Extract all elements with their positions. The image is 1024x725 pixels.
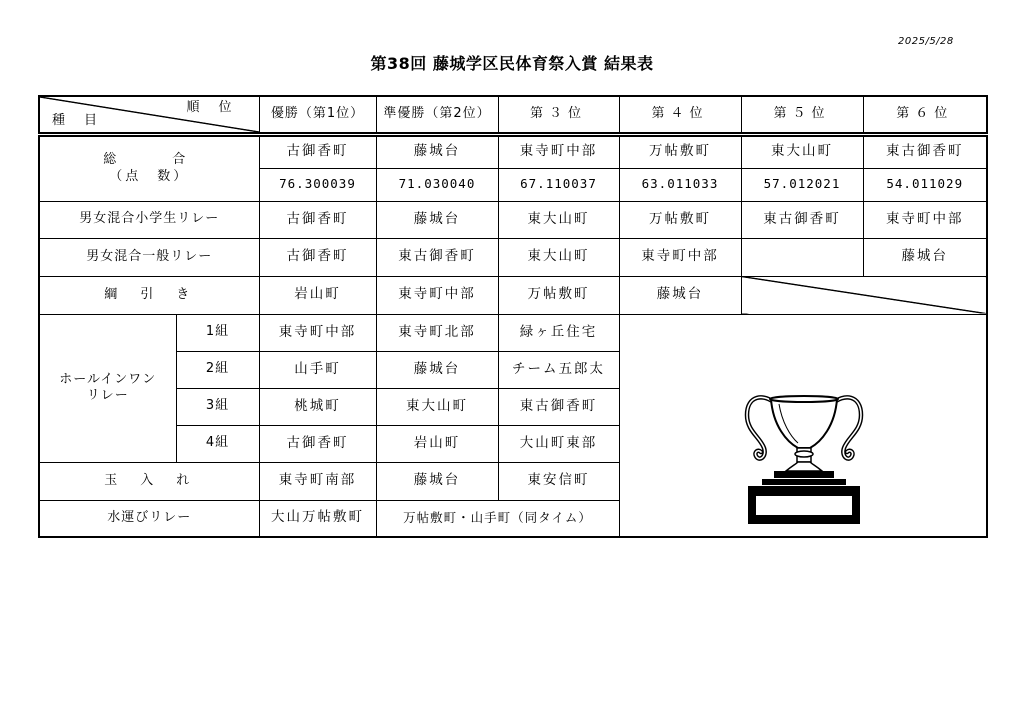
trophy-rim xyxy=(770,396,838,402)
hole-in-one-group-3-place-2: 東大山町 xyxy=(376,388,498,425)
elementary-relay-place-1: 古御香町 xyxy=(259,201,376,238)
water-relay-tie-note: 万帖敷町・山手町（同タイム） xyxy=(376,500,619,537)
overall-score-5: 57.012021 xyxy=(741,168,863,201)
tug-of-war-place-4: 藤城台 xyxy=(619,276,741,314)
overall-team-1: 古御香町 xyxy=(259,134,376,168)
water-relay-place-1: 大山万帖敷町 xyxy=(259,500,376,537)
tug-of-war-blank-cell xyxy=(741,276,987,314)
elementary-relay-row xyxy=(39,201,987,238)
tug-of-war-label: 綱 引 き xyxy=(39,276,259,314)
header-row xyxy=(39,96,987,134)
header-corner-cell xyxy=(39,96,259,134)
tug-of-war-place-1: 岩山町 xyxy=(259,276,376,314)
overall-score-2: 71.030040 xyxy=(376,168,498,201)
hole-in-one-group-2-label: 2組 xyxy=(176,351,259,388)
general-relay-place-1: 古御香町 xyxy=(259,238,376,276)
event-row-label: 種 目 xyxy=(52,112,101,128)
overall-score-6: 54.011029 xyxy=(863,168,987,201)
trophy-cell xyxy=(619,314,987,537)
general-relay-place-4: 東寺町中部 xyxy=(619,238,741,276)
trophy-cup xyxy=(771,399,837,448)
elementary-relay-label: 男女混合小学生リレー xyxy=(39,201,259,238)
elementary-relay-place-5: 東古御香町 xyxy=(741,201,863,238)
trophy-illustration xyxy=(738,382,868,527)
overall-team-2: 藤城台 xyxy=(376,134,498,168)
hole-in-one-group-2-place-2: 藤城台 xyxy=(376,351,498,388)
hole-in-one-group-4-label: 4組 xyxy=(176,425,259,462)
hole-in-one-relay-label-line2: リレー xyxy=(86,388,129,403)
tug-of-war-place-3: 万帖敷町 xyxy=(498,276,619,314)
trophy-base-plate-bottom xyxy=(762,479,846,485)
header-place-6: 第６位 xyxy=(863,96,987,134)
hole-in-one-relay-group-1-row xyxy=(39,314,987,351)
elementary-relay-place-6: 東寺町中部 xyxy=(863,201,987,238)
overall-team-3: 東寺町中部 xyxy=(498,134,619,168)
hole-in-one-group-4-place-2: 岩山町 xyxy=(376,425,498,462)
elementary-relay-place-4: 万帖敷町 xyxy=(619,201,741,238)
trophy-base-plate-top xyxy=(774,471,834,478)
hole-in-one-group-3-place-1: 桃城町 xyxy=(259,388,376,425)
header-place-4: 第４位 xyxy=(619,96,741,134)
overall-team-6: 東古御香町 xyxy=(863,134,987,168)
overall-score-4: 63.011033 xyxy=(619,168,741,201)
hole-in-one-relay-label-cell xyxy=(39,314,176,462)
hole-in-one-group-1-place-1: 東寺町中部 xyxy=(259,314,376,351)
hole-in-one-group-1-place-2: 東寺町北部 xyxy=(376,314,498,351)
overall-score-1: 76.300039 xyxy=(259,168,376,201)
hole-in-one-relay-label-line1: ホールインワン xyxy=(59,371,157,387)
page-title: 第38回 藤城学区民体育祭入賞 結果表 xyxy=(370,54,654,73)
general-relay-place-5-empty xyxy=(741,238,863,276)
overall-teams-row xyxy=(39,134,987,168)
document-date: 2025/5/28 xyxy=(898,36,954,47)
overall-label: 総 合 xyxy=(103,152,196,168)
ball-toss-label: 玉 入 れ xyxy=(39,462,259,500)
overall-score-3: 67.110037 xyxy=(498,168,619,201)
general-relay-label: 男女混合一般リレー xyxy=(39,238,259,276)
trophy-knob xyxy=(795,451,813,457)
ball-toss-place-3: 東安信町 xyxy=(498,462,619,500)
general-relay-place-3: 東大山町 xyxy=(498,238,619,276)
elementary-relay-place-3: 東大山町 xyxy=(498,201,619,238)
water-relay-label: 水運びリレー xyxy=(39,500,259,537)
trophy-foot xyxy=(786,462,822,471)
header-place-1: 優勝（第1位） xyxy=(259,96,376,134)
hole-in-one-group-4-place-3: 大山町東部 xyxy=(498,425,619,462)
overall-label-cell xyxy=(39,134,259,201)
hole-in-one-group-4-place-1: 古御香町 xyxy=(259,425,376,462)
overall-team-4: 万帖敷町 xyxy=(619,134,741,168)
hole-in-one-group-1-place-3: 緑ヶ丘住宅 xyxy=(498,314,619,351)
header-place-5: 第５位 xyxy=(741,96,863,134)
ball-toss-place-2: 藤城台 xyxy=(376,462,498,500)
tug-of-war-row xyxy=(39,276,987,314)
hole-in-one-group-2-place-1: 山手町 xyxy=(259,351,376,388)
general-relay-row xyxy=(39,238,987,276)
elementary-relay-place-2: 藤城台 xyxy=(376,201,498,238)
tug-of-war-place-2: 東寺町中部 xyxy=(376,276,498,314)
header-place-2: 準優勝（第2位） xyxy=(376,96,498,134)
general-relay-place-6: 藤城台 xyxy=(863,238,987,276)
header-place-3: 第３位 xyxy=(498,96,619,134)
general-relay-place-2: 東古御香町 xyxy=(376,238,498,276)
rank-column-label: 順 位 xyxy=(186,100,235,115)
hole-in-one-group-3-place-3: 東古御香町 xyxy=(498,388,619,425)
trophy-nameplate xyxy=(756,496,852,515)
overall-sub-label: （点 数） xyxy=(109,168,190,184)
ball-toss-place-1: 東寺町南部 xyxy=(259,462,376,500)
hole-in-one-group-2-place-3: チーム五郎太 xyxy=(498,351,619,388)
hole-in-one-group-3-label: 3組 xyxy=(176,388,259,425)
results-table xyxy=(38,95,988,538)
hole-in-one-group-1-label: 1組 xyxy=(176,314,259,351)
overall-team-5: 東大山町 xyxy=(741,134,863,168)
